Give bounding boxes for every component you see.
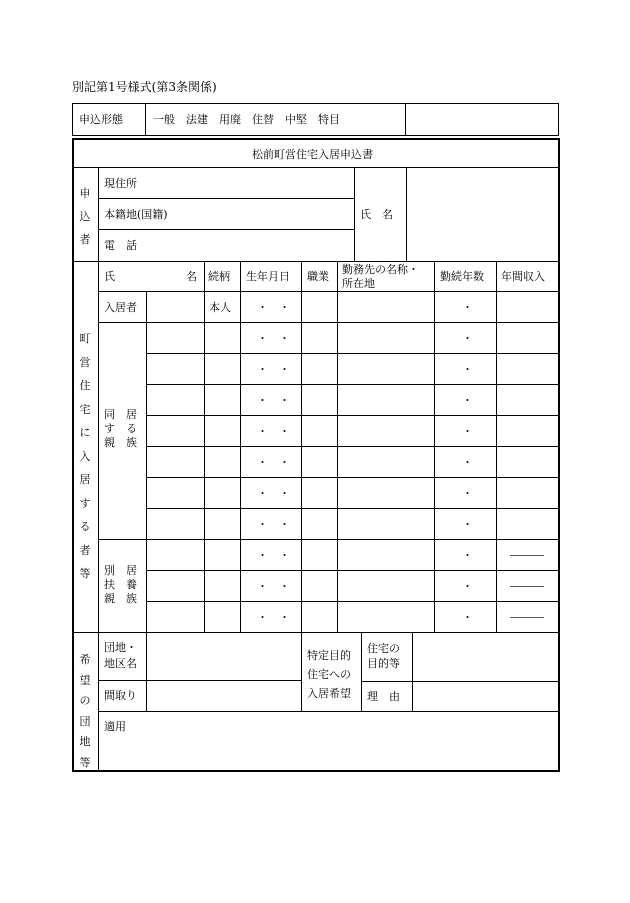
col-name-a: 氏 <box>104 270 115 283</box>
desired-label: 希望の団地等 <box>79 653 91 769</box>
col-name-b: 名 <box>186 270 197 283</box>
years-dot: ・ <box>462 487 473 500</box>
applicant-name-field[interactable] <box>408 169 557 260</box>
birthdate-dots: ・ ・ <box>257 332 290 345</box>
phone-field[interactable] <box>100 231 353 260</box>
domicile-field[interactable] <box>100 200 353 228</box>
purpose-field[interactable] <box>414 634 557 680</box>
self-label: 本人 <box>209 301 231 314</box>
years-dot: ・ <box>462 425 473 438</box>
phone-label: 電 話 <box>104 239 137 252</box>
income-dash <box>510 586 544 587</box>
separate-dependents-label: 別 居 扶 養 親 族 <box>104 564 137 605</box>
form-title: 松前町営住宅入居申込書 <box>252 148 373 161</box>
income-dash <box>510 617 544 618</box>
col-income: 年間収入 <box>501 270 545 283</box>
birthdate-dots: ・ ・ <box>257 456 290 469</box>
current-address-label: 現住所 <box>104 177 137 190</box>
birthdate-dots: ・ ・ <box>257 518 290 531</box>
cohabiting-relatives-label: 同 居 す る 親 族 <box>104 408 137 449</box>
birthdate-dots: ・ ・ <box>257 363 290 376</box>
years-dot: ・ <box>462 518 473 531</box>
years-dot: ・ <box>462 363 473 376</box>
reason-field[interactable] <box>414 683 557 710</box>
col-occupation: 職業 <box>307 270 329 283</box>
birthdate-dots: ・ ・ <box>257 580 290 593</box>
application-type-options[interactable]: 一般 法建 用廃 住替 中堅 特目 <box>153 113 340 126</box>
application-type-label: 申込形態 <box>79 113 123 126</box>
complex-label-2: 地区名 <box>104 657 137 670</box>
purpose-label-1: 住宅の <box>367 642 400 655</box>
special-purpose-2: 住宅への <box>307 668 351 681</box>
col-years: 勤続年数 <box>440 270 484 283</box>
birthdate-dots: ・ ・ <box>257 611 290 624</box>
layout-label: 間取り <box>104 689 137 702</box>
form-reference: 別記第1号様式(第3条関係) <box>72 80 217 94</box>
col-workplace-1: 勤務先の名称・ <box>342 263 419 276</box>
special-purpose-1: 特定目的 <box>307 649 351 662</box>
col-relation: 続柄 <box>208 270 230 283</box>
birthdate-dots: ・ ・ <box>257 425 290 438</box>
years-dot: ・ <box>462 456 473 469</box>
years-dot: ・ <box>462 611 473 624</box>
birthdate-dots: ・ ・ <box>257 487 290 500</box>
years-dot: ・ <box>462 580 473 593</box>
complex-field[interactable] <box>148 634 300 679</box>
domicile-label: 本籍地(国籍) <box>104 208 168 221</box>
applicable-label: 適用 <box>104 720 126 733</box>
applicant-name-label: 氏 名 <box>360 208 393 221</box>
complex-label-1: 団地・ <box>104 641 137 654</box>
income-dash <box>510 555 544 556</box>
applicant-label: 申込者 <box>79 187 91 246</box>
special-purpose-3: 入居希望 <box>307 687 351 700</box>
col-workplace-2: 所在地 <box>342 277 375 290</box>
residents-label: 町営住宅に入居する者等 <box>79 332 91 580</box>
col-birthdate: 生年月日 <box>246 270 290 283</box>
current-address-field[interactable] <box>100 169 353 197</box>
years-dot: ・ <box>462 549 473 562</box>
years-dot: ・ <box>462 332 473 345</box>
birthdate-dots: ・ ・ <box>257 549 290 562</box>
purpose-label-2: 目的等 <box>367 657 400 670</box>
resident-label: 入居者 <box>104 301 137 314</box>
years-dot: ・ <box>462 301 473 314</box>
years-dot: ・ <box>462 394 473 407</box>
birthdate-dots: ・ ・ <box>257 301 290 314</box>
birthdate-dots: ・ ・ <box>257 394 290 407</box>
layout-field[interactable] <box>148 682 300 710</box>
reason-label: 理 由 <box>367 690 400 703</box>
applicable-field[interactable] <box>148 713 557 769</box>
